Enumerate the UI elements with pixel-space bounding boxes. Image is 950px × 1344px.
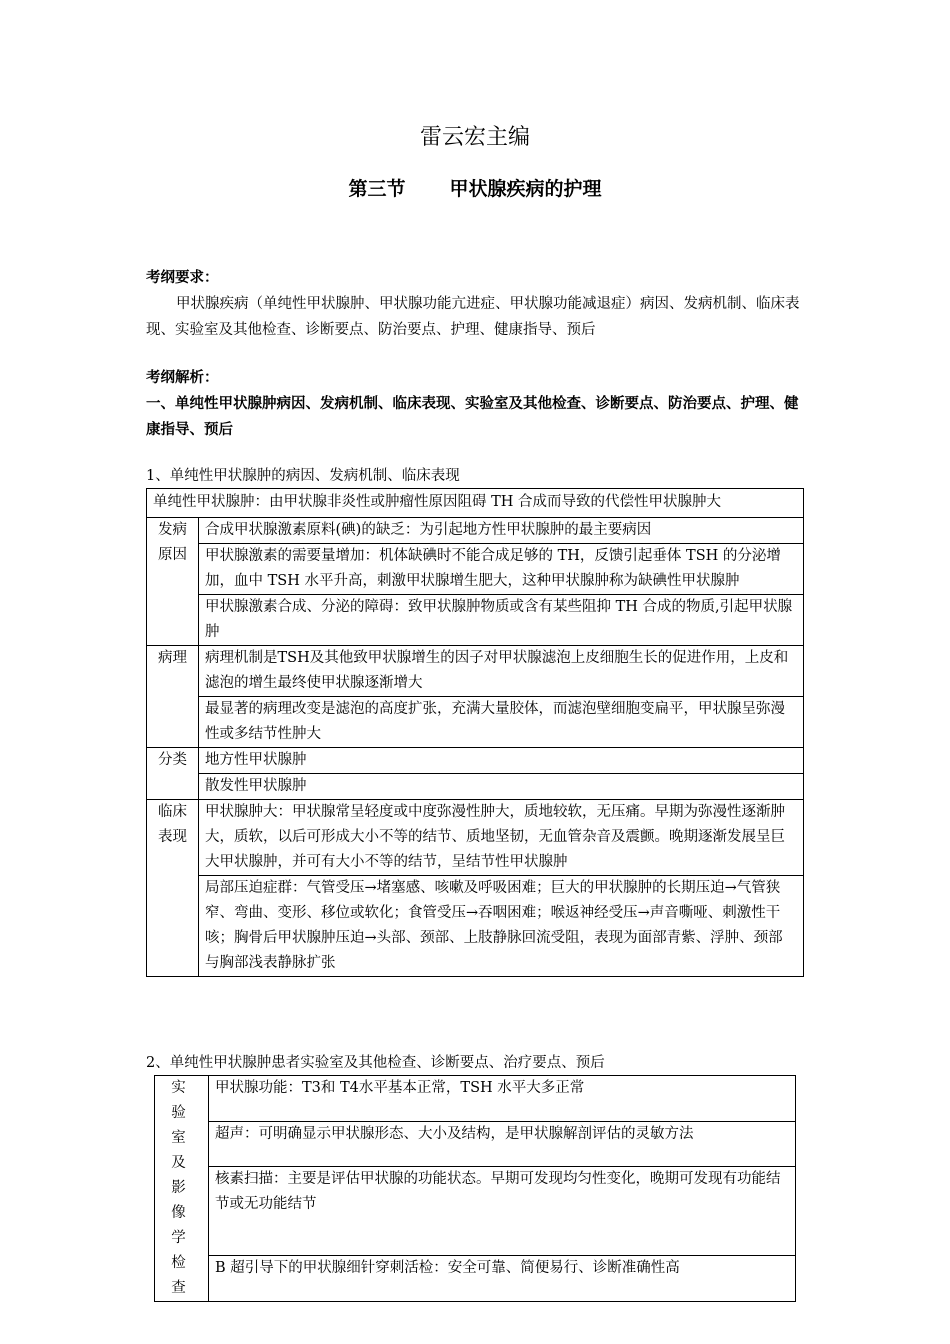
cause-row-3: 甲状腺激素合成、分泌的障碍：致甲状腺肿物质或含有某些阻抑 TH 合成的物质,引起甲状腺肿 — [199, 595, 804, 646]
etiology-table — [146, 488, 804, 977]
cause-row-2: 甲状腺激素的需要量增加：机体缺碘时不能合成足够的 TH，反馈引起垂体 TSH 的分泌增加，血中 TSH 水平升高，刺激甲状腺增生肥大，这种甲状腺肿称为缺碘性甲状腺肿 — [199, 544, 804, 595]
analysis-block — [146, 365, 810, 443]
cause-row-1: 合成甲状腺激素原料(碘)的缺乏：为引起地方性甲状腺肿的最主要病因 — [199, 518, 804, 544]
clinical-row-1: 甲状腺肿大：甲状腺常呈轻度或中度弥漫性肿大，质地较软，无压痛。早期为弥漫性逐渐肿大，质软，以后可形成大小不等的结节、质地坚韧，无血管杂音及震颤。晚期逐渐发展呈巨大甲状腺肿，并可有大小不等的结节，呈结节性甲状腺肿 — [199, 800, 804, 876]
group-label-clinical: 临床表现 — [147, 800, 199, 977]
table-row — [147, 697, 804, 748]
table-row — [147, 646, 804, 697]
table-row — [155, 1076, 796, 1122]
table-row — [155, 1167, 796, 1256]
table-row — [147, 748, 804, 774]
analysis-title: 考纲解析： — [146, 369, 219, 386]
syllabus-block — [146, 265, 810, 343]
table-row — [147, 595, 804, 646]
lab-row-1: 甲状腺功能：T3和 T4水平基本正常，TSH 水平大多正常 — [209, 1076, 796, 1122]
section-title — [0, 174, 950, 204]
lab-exam-label: 实验室及影像学检查 — [155, 1076, 209, 1302]
group-label-classification: 分类 — [147, 748, 199, 800]
group-label-pathology: 病理 — [147, 646, 199, 748]
analysis-heading: 一、单纯性甲状腺肿病因、发病机制、临床表现、实验室及其他检查、诊断要点、防治要点、护理、健康指导、预后 — [146, 395, 799, 438]
table-row — [155, 1121, 796, 1167]
lab-exam-table — [154, 1075, 796, 1302]
table-row — [147, 876, 804, 977]
lab-row-3: 核素扫描：主要是评估甲状腺的功能状态。早期可发现均匀性变化，晚期可发现有功能结节或无功能结节 — [209, 1167, 796, 1256]
table-row — [147, 489, 804, 518]
table1-caption: 1、单纯性甲状腺肿的病因、发病机制、临床表现 — [146, 468, 460, 484]
section-number: 第三节 — [348, 178, 406, 200]
classification-row-2: 散发性甲状腺肿 — [199, 774, 804, 800]
pathology-row-2: 最显著的病理改变是滤泡的高度扩张，充满大量胶体，而滤泡壁细胞变扁平，甲状腺呈弥漫性或多结节性肿大 — [199, 697, 804, 748]
table-row — [147, 518, 804, 544]
syllabus-title: 考纲要求： — [146, 269, 219, 286]
table-row — [147, 800, 804, 876]
clinical-row-2: 局部压迫症群：气管受压→堵塞感、咳嗽及呼吸困难；巨大的甲状腺肿的长期压迫→气管狭窄、弯曲、变形、移位或软化；食管受压→吞咽困难；喉返神经受压→声音嘶哑、刺激性干咳；胸骨后甲状腺肿压迫→头部、颈部、上肢静脉回流受阻，表现为面部青紫、浮肿、颈部与胸部浅表静脉扩张 — [199, 876, 804, 977]
syllabus-text: 甲状腺疾病（单纯性甲状腺肿、甲状腺功能亢进症、甲状腺功能减退症）病因、发病机制、临床表现、实验室及其他检查、诊断要点、防治要点、护理、健康指导、预后 — [146, 296, 800, 338]
editor-line: 雷云宏主编 — [419, 125, 530, 150]
lab-row-2: 超声：可明确显示甲状腺形态、大小及结构，是甲状腺解剖评估的灵敏方法 — [209, 1121, 796, 1167]
definition-cell: 单纯性甲状腺肿：由甲状腺非炎性或肿瘤性原因阻碍 TH 合成而导致的代偿性甲状腺肿大 — [147, 489, 804, 518]
group-label-cause: 发病原因 — [147, 518, 199, 646]
table-row — [155, 1256, 796, 1302]
classification-row-1: 地方性甲状腺肿 — [199, 748, 804, 774]
section-name: 甲状腺疾病的护理 — [449, 178, 602, 200]
lab-row-4: B 超引导下的甲状腺细针穿刺活检：安全可靠、简便易行、诊断准确性高 — [209, 1256, 796, 1302]
table2-caption: 2、单纯性甲状腺肿患者实验室及其他检查、诊断要点、治疗要点、预后 — [146, 1055, 605, 1071]
pathology-row-1: 病理机制是TSH及其他致甲状腺增生的因子对甲状腺滤泡上皮细胞生长的促进作用，上皮和滤泡的增生最终使甲状腺逐渐增大 — [199, 646, 804, 697]
table-row — [147, 544, 804, 595]
table-row — [147, 774, 804, 800]
